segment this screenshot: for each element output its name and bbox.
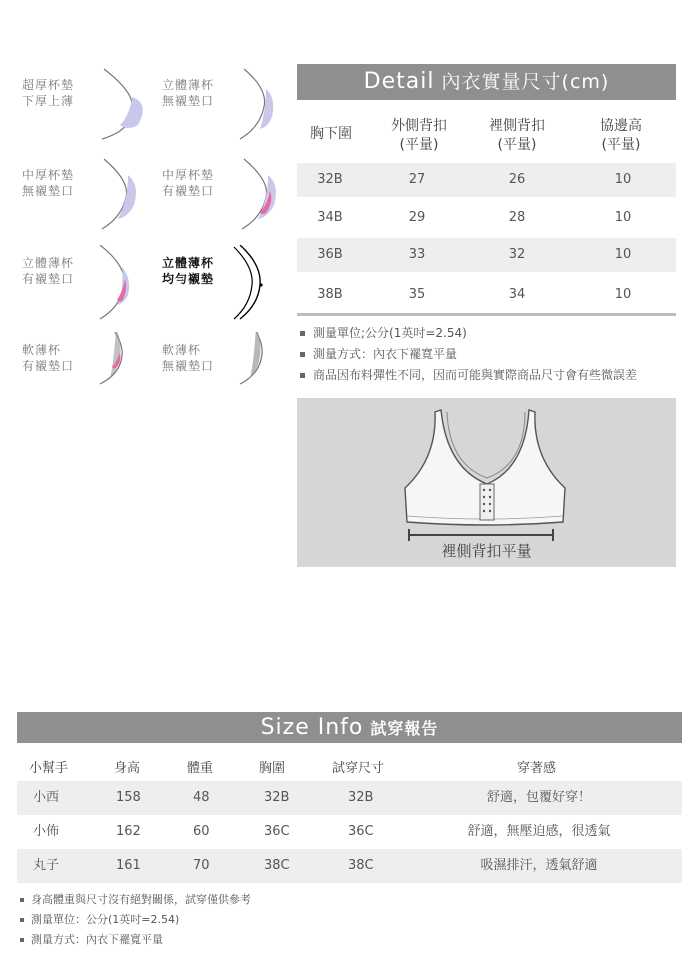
cup-label-line1: 中厚杯墊 [162, 168, 215, 182]
detail-banner [297, 64, 676, 100]
cup-label-line2: 無襯墊口 [22, 184, 75, 198]
table-row: 38B 35 34 10 [317, 287, 632, 302]
cup-item-0 [22, 77, 162, 157]
bullet-icon [300, 352, 305, 357]
table-row: 34B 29 28 10 [317, 210, 632, 225]
detail-title-en: Detail [363, 69, 435, 94]
cup-label-line1: 立體薄杯 [162, 78, 215, 92]
cup-profile-icon [92, 332, 162, 412]
bullet-icon [300, 331, 305, 336]
cup-item-5 [162, 255, 302, 335]
detail-note: 商品因布料彈性不同，因而可能與實際商品尺寸會有些微誤差 [300, 366, 637, 383]
size-header-trial-size: 試穿尺寸 [332, 761, 385, 776]
table-row: 小佈 162 60 36C 36C 舒適，無壓迫感，很透氣 [33, 824, 611, 839]
size-header-bust: 胸圍 [259, 761, 286, 776]
table-row: 32B 27 26 10 [297, 163, 676, 197]
cup-label-line2: 有襯墊口 [22, 272, 75, 286]
cup-item-2 [22, 167, 162, 247]
cup-profile-icon [232, 245, 302, 325]
size-header-weight: 體重 [187, 761, 214, 776]
table-row: 小西 158 48 32B 32B 舒適，包覆好穿！ [17, 781, 682, 815]
size-info-title-en: Size Info [260, 715, 364, 740]
detail-header-outer-hook: 外側背扣 (平量) [391, 118, 447, 153]
cup-label-line2: 無襯墊口 [162, 94, 215, 108]
cup-item-6 [22, 342, 162, 422]
bullet-icon [20, 898, 24, 902]
bullet-icon [300, 373, 305, 378]
cup-label-line1: 立體薄杯 [22, 256, 75, 270]
table-row: 丸子 161 70 38C 38C 吸濕排汗，透氣舒適 [17, 849, 682, 883]
detail-header-inner-hook: 裡側背扣 (平量) [489, 118, 545, 153]
size-note: 身高體重與尺寸沒有絕對關係，試穿僅供參考 [20, 891, 251, 907]
detail-header-underbust: 胸下圍 [310, 126, 352, 142]
size-info-banner [17, 712, 682, 743]
cup-label-line2: 均勻襯墊 [162, 272, 215, 286]
table-row: 36B 33 32 10 [297, 238, 676, 272]
cup-profile-icon [92, 245, 162, 325]
cup-label-line1: 中厚杯墊 [22, 168, 75, 182]
cup-label-line2: 有襯墊口 [22, 359, 75, 373]
table-bottom-rule [297, 313, 676, 316]
size-header-height: 身高 [114, 761, 141, 776]
detail-title-zh: 內衣實量尺寸(cm) [441, 71, 610, 93]
cup-profile-icon [232, 67, 302, 147]
diagram-label: 裡側背扣平量 [441, 542, 532, 560]
size-note: 測量單位：公分(1英吋=2.54) [20, 911, 179, 927]
measurement-diagram [297, 398, 676, 567]
detail-note: 測量方式：內衣下襬寬平量 [300, 345, 457, 362]
cup-item-1 [162, 77, 302, 157]
cup-label-line1: 超厚杯墊 [22, 78, 75, 92]
cup-profile-icon [232, 332, 302, 412]
cup-profile-icon [92, 157, 162, 237]
cup-item-4 [22, 255, 162, 335]
cup-label-line1: 軟薄杯 [22, 343, 62, 357]
cup-label-line2: 無襯墊口 [162, 359, 215, 373]
detail-note: 測量單位;公分(1英吋=2.54) [300, 324, 467, 341]
cup-label-line2: 下厚上薄 [22, 94, 75, 108]
size-header-helper: 小幫手 [29, 761, 69, 776]
size-info-title-zh: 試穿報告 [370, 719, 439, 738]
detail-header-side-height: 協邊高 (平量) [600, 118, 642, 153]
bullet-icon [20, 918, 24, 922]
cup-item-3 [162, 167, 302, 247]
cup-profile-icon [232, 157, 302, 237]
cup-label-line2: 有襯墊口 [162, 184, 215, 198]
cup-label-line1: 軟薄杯 [162, 343, 202, 357]
bullet-icon [20, 938, 24, 942]
cup-label-line1: 立體薄杯 [162, 256, 215, 270]
cup-item-7 [162, 342, 302, 422]
size-header-feeling: 穿著感 [517, 761, 557, 776]
cup-profile-icon [92, 67, 162, 147]
size-note: 測量方式：內衣下襬寬平量 [20, 931, 163, 947]
